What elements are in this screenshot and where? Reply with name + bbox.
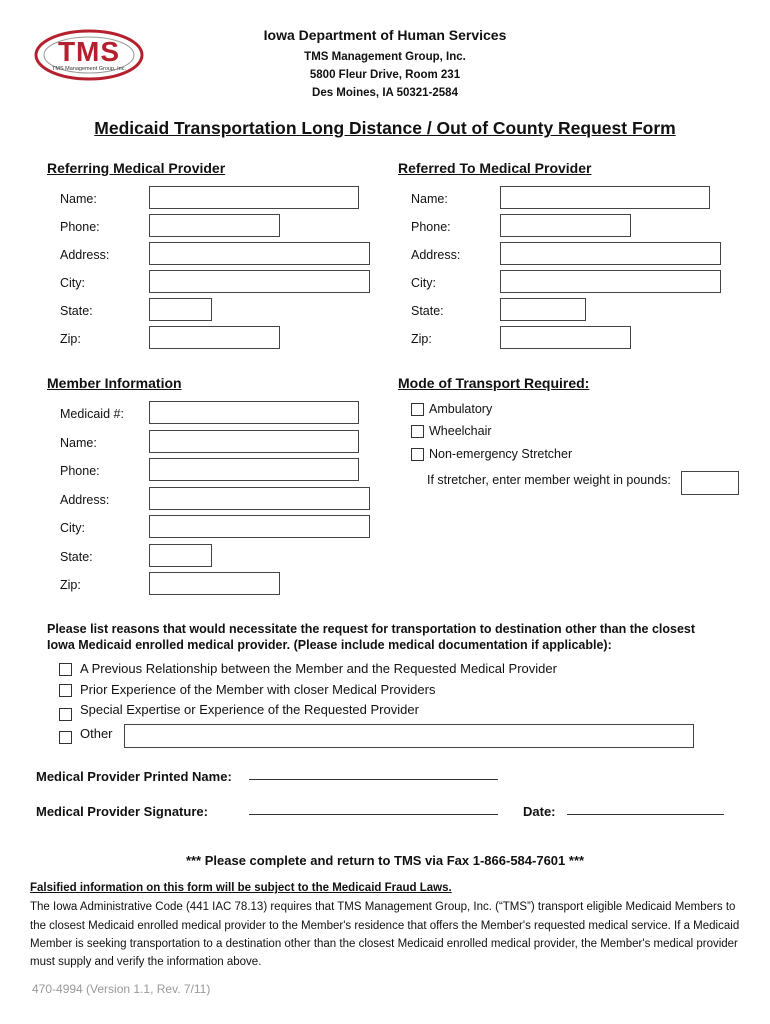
reasons-prompt-2: Iowa Medicaid enrolled medical provider. (Please include medical documentation if applicable): bbox=[47, 638, 612, 652]
referring-state-input[interactable] bbox=[149, 298, 212, 321]
referring-state-label: State: bbox=[60, 304, 93, 318]
member-state-label: State: bbox=[60, 550, 93, 564]
form-title: Medicaid Transportation Long Distance / Out of County Request Form bbox=[94, 118, 676, 138]
company-name: TMS Management Group, Inc. bbox=[304, 51, 466, 63]
member-city-input[interactable] bbox=[149, 515, 370, 538]
referring-city-label: City: bbox=[60, 276, 85, 290]
stretcher-checkbox[interactable] bbox=[411, 448, 424, 461]
company-address-2: Des Moines, IA 50321-2584 bbox=[312, 87, 458, 99]
referred-state-input[interactable] bbox=[500, 298, 586, 321]
reason-expertise-label: Special Expertise or Experience of the Requested Provider bbox=[80, 702, 419, 717]
member-name-label: Name: bbox=[60, 436, 97, 450]
wheelchair-label: Wheelchair bbox=[429, 424, 492, 438]
member-heading: Member Information bbox=[47, 375, 182, 391]
company-address-1: 5800 Fleur Drive, Room 231 bbox=[309, 69, 461, 81]
fraud-warning: Falsified information on this form will be subject to the Medicaid Fraud Laws. bbox=[30, 882, 452, 894]
member-medicaid-label: Medicaid #: bbox=[60, 407, 124, 421]
form-number: 470-4994 (Version 1.1, Rev. 7/11) bbox=[32, 982, 211, 996]
transport-heading: Mode of Transport Required: bbox=[398, 375, 590, 391]
date-label: Date: bbox=[523, 804, 556, 819]
referred-zip-label: Zip: bbox=[411, 332, 432, 346]
legal-line-3: Member is seeking transportation to a destination other than the closest Medicaid enrolled medical provider, the Member's medical provider bbox=[30, 938, 738, 950]
referred-name-label: Name: bbox=[411, 192, 448, 206]
org-name: Iowa Department of Human Services bbox=[263, 27, 507, 43]
referring-zip-label: Zip: bbox=[60, 332, 81, 346]
member-city-label: City: bbox=[60, 521, 85, 535]
legal-line-4: must supply and verify the information above. bbox=[30, 956, 262, 968]
legal-line-2: the closest Medicaid enrolled medical provider to the Member's residence that offers the Member's requested medical service. If a Medicaid bbox=[30, 920, 740, 932]
signature-line[interactable] bbox=[249, 814, 498, 815]
member-address-label: Address: bbox=[60, 493, 110, 507]
ambulatory-checkbox[interactable] bbox=[411, 403, 424, 416]
referring-name-label: Name: bbox=[60, 192, 97, 206]
member-address-input[interactable] bbox=[149, 487, 370, 510]
tms-logo bbox=[33, 28, 145, 82]
weight-input[interactable] bbox=[681, 471, 739, 495]
legal-line-1: The Iowa Administrative Code (441 IAC 78.13) requires that TMS Management Group, Inc. (“TMS”) transport eligible Medicaid Members to bbox=[30, 901, 736, 913]
reason-prior-experience-checkbox[interactable] bbox=[59, 684, 72, 697]
signature-label: Medical Provider Signature: bbox=[36, 804, 208, 819]
weight-label: If stretcher, enter member weight in pounds: bbox=[427, 473, 671, 487]
reason-other-input[interactable] bbox=[124, 724, 694, 748]
referred-heading: Referred To Medical Provider bbox=[398, 160, 592, 176]
referred-state-label: State: bbox=[411, 304, 444, 318]
referred-phone-label: Phone: bbox=[411, 220, 451, 234]
reason-relationship-checkbox[interactable] bbox=[59, 663, 72, 676]
referred-address-input[interactable] bbox=[500, 242, 721, 265]
member-state-input[interactable] bbox=[149, 544, 212, 567]
member-phone-input[interactable] bbox=[149, 458, 359, 481]
member-name-input[interactable] bbox=[149, 430, 359, 453]
printed-name-line[interactable] bbox=[249, 779, 498, 780]
printed-name-label: Medical Provider Printed Name: bbox=[36, 769, 232, 784]
stretcher-label: Non-emergency Stretcher bbox=[429, 447, 573, 461]
referred-name-input[interactable] bbox=[500, 186, 710, 209]
referred-phone-input[interactable] bbox=[500, 214, 631, 237]
referring-zip-input[interactable] bbox=[149, 326, 280, 349]
member-zip-input[interactable] bbox=[149, 572, 280, 595]
reason-prior-experience-label: Prior Experience of the Member with closer Medical Providers bbox=[80, 682, 436, 697]
reason-relationship-label: A Previous Relationship between the Member and the Requested Medical Provider bbox=[80, 661, 557, 676]
reason-other-label: Other bbox=[80, 726, 113, 741]
reason-other-checkbox[interactable] bbox=[59, 731, 72, 744]
referred-city-label: City: bbox=[411, 276, 436, 290]
referring-phone-input[interactable] bbox=[149, 214, 280, 237]
referring-name-input[interactable] bbox=[149, 186, 359, 209]
reasons-prompt-1: Please list reasons that would necessitate the request for transportation to destination other than the closest bbox=[47, 622, 696, 636]
member-medicaid-input[interactable] bbox=[149, 401, 359, 424]
referring-city-input[interactable] bbox=[149, 270, 370, 293]
wheelchair-checkbox[interactable] bbox=[411, 425, 424, 438]
date-line[interactable] bbox=[567, 814, 724, 815]
member-zip-label: Zip: bbox=[60, 578, 81, 592]
logo-brand: TMS bbox=[57, 36, 121, 67]
referring-address-input[interactable] bbox=[149, 242, 370, 265]
fax-note: *** Please complete and return to TMS via Fax 1-866-584-7601 *** bbox=[185, 853, 585, 868]
referring-address-label: Address: bbox=[60, 248, 110, 262]
referring-phone-label: Phone: bbox=[60, 220, 100, 234]
referred-address-label: Address: bbox=[411, 248, 461, 262]
logo-subtitle: TMS Management Group, Inc. bbox=[52, 66, 126, 72]
referring-heading: Referring Medical Provider bbox=[47, 160, 226, 176]
referred-city-input[interactable] bbox=[500, 270, 721, 293]
ambulatory-label: Ambulatory bbox=[429, 402, 493, 416]
referred-zip-input[interactable] bbox=[500, 326, 631, 349]
reason-expertise-checkbox[interactable] bbox=[59, 708, 72, 721]
member-phone-label: Phone: bbox=[60, 464, 100, 478]
